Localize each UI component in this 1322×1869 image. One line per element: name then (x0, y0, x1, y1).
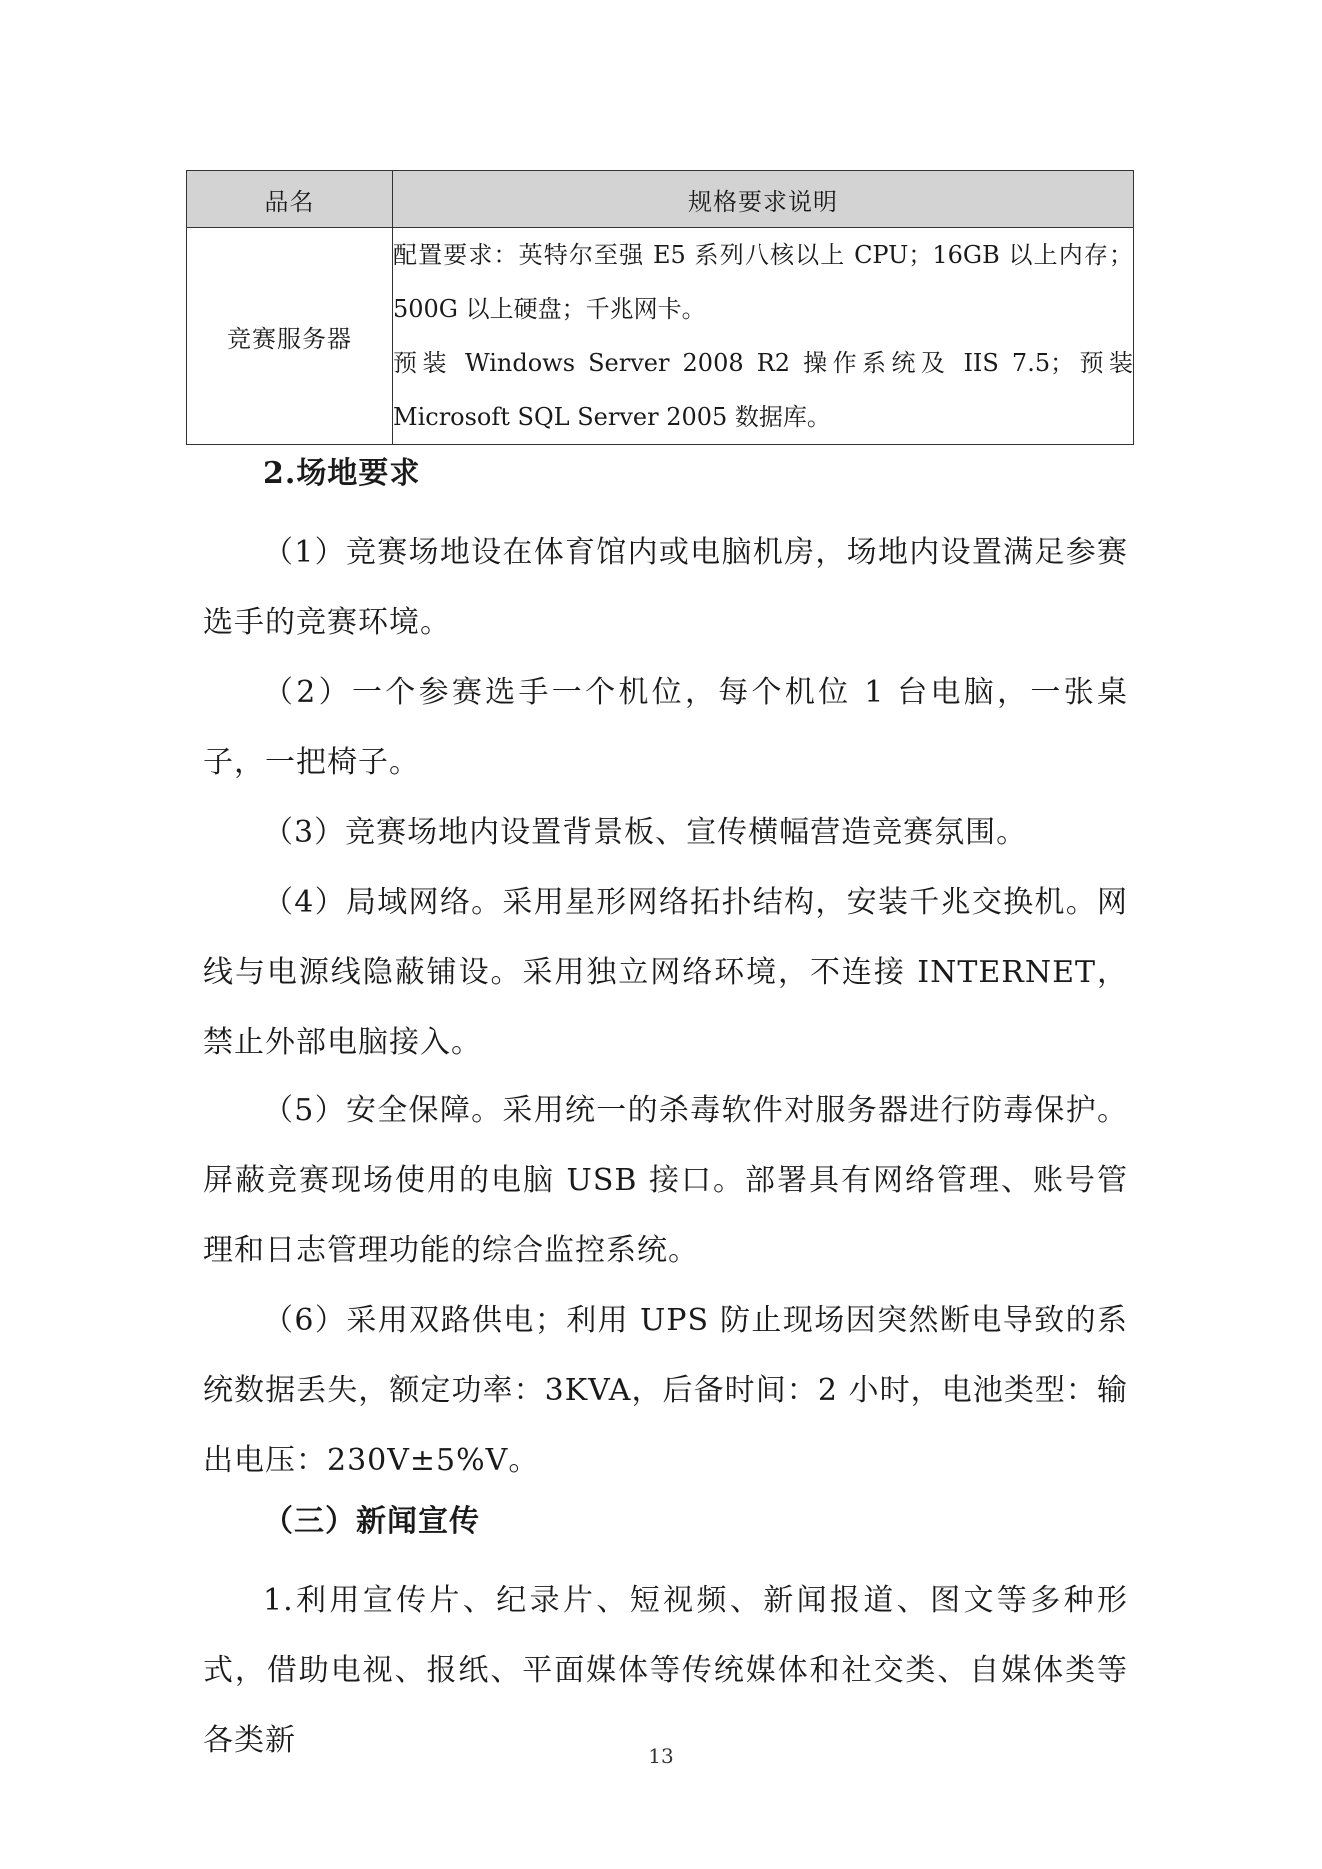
paragraph: （3）竞赛场地内设置背景板、宣传横幅营造竞赛氛围。 (263, 815, 1028, 850)
spec-line: 预装 Windows Server 2008 R2 操作系统及 IIS 7.5；预装 Microsoft SQL Server 2005 数据库。 (393, 349, 1133, 431)
paragraph: （1）竞赛场地设在体育馆内或电脑机房，场地内设置满足参赛选手的竞赛环境。 (203, 535, 1128, 640)
item-spec-cell (393, 228, 1134, 445)
spec-table (186, 170, 1134, 445)
table-row (187, 228, 1134, 445)
section-heading-venue: 2.场地要求 (263, 456, 421, 491)
table-header-row (187, 171, 1134, 228)
paragraph: （2）一个参赛选手一个机位，每个机位 1 台电脑，一张桌子，一把椅子。 (203, 675, 1128, 780)
section-heading-news: （三）新闻宣传 (263, 1504, 480, 1539)
column-header-name: 品名 (187, 171, 393, 228)
spec-line: 配置要求：英特尔至强 E5 系列八核以上 CPU；16GB 以上内存；500G 以上硬盘；千兆网卡。 (393, 241, 1133, 323)
paragraph: 1.利用宣传片、纪录片、短视频、新闻报道、图文等多种形式，借助电视、报纸、平面媒体等传统媒体和社交类、自媒体类等各类新 (203, 1583, 1128, 1758)
page-number: 13 (648, 1744, 674, 1768)
item-name-cell: 竞赛服务器 (187, 228, 393, 445)
paragraph: （5）安全保障。采用统一的杀毒软件对服务器进行防毒保护。屏蔽竞赛现场使用的电脑 USB 接口。部署具有网络管理、账号管理和日志管理功能的综合监控系统。 (203, 1093, 1128, 1268)
paragraph: （6）采用双路供电；利用 UPS 防止现场因突然断电导致的系统数据丢失，额定功率：3KVA，后备时间：2 小时，电池类型：输出电压：230V±5%V。 (203, 1303, 1128, 1478)
column-header-spec: 规格要求说明 (393, 171, 1134, 228)
paragraph: （4）局域网络。采用星形网络拓扑结构，安装千兆交换机。网线与电源线隐蔽铺设。采用独立网络环境，不连接 INTERNET，禁止外部电脑接入。 (203, 885, 1128, 1060)
